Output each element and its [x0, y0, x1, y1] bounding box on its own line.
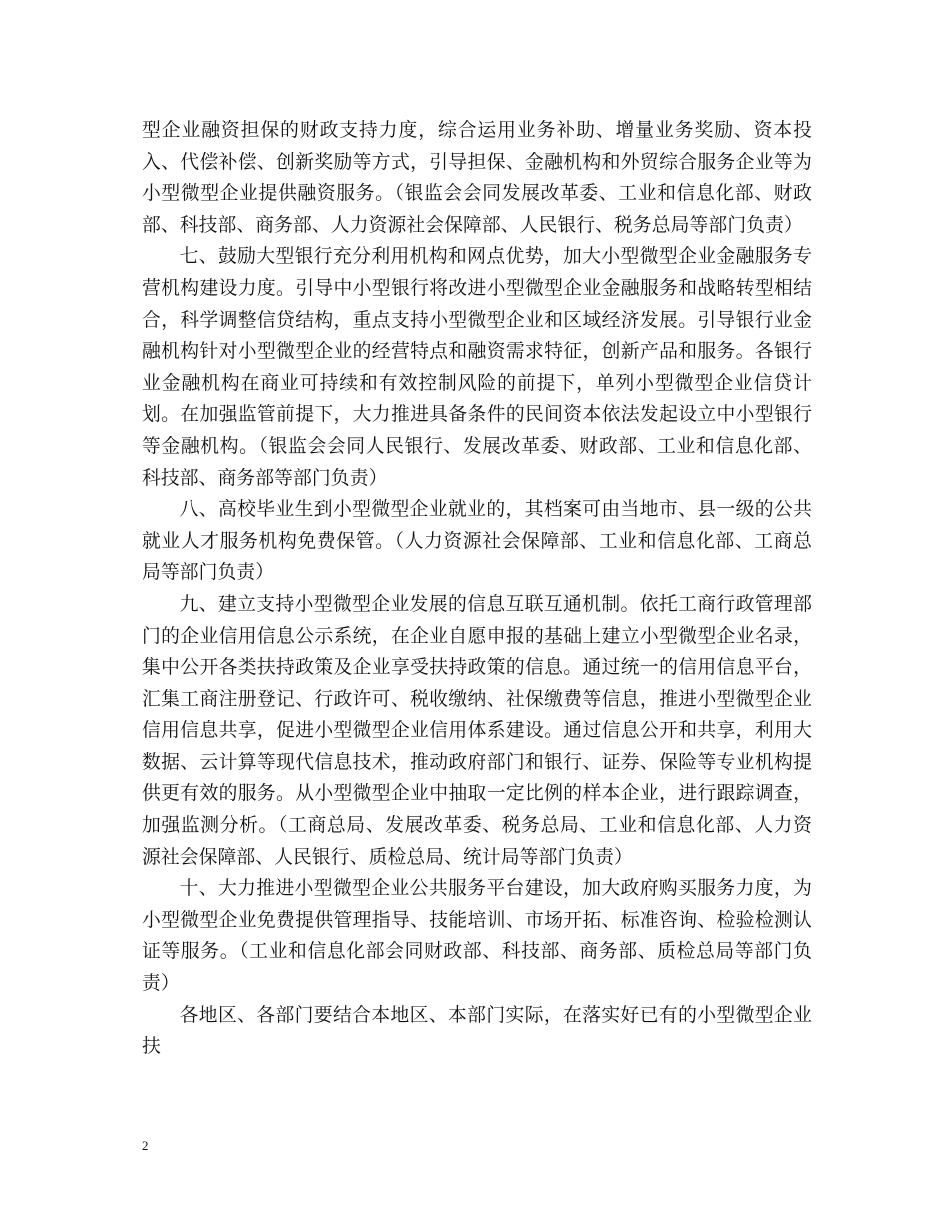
page-number: 2	[142, 1138, 149, 1153]
paragraph-continuation: 型企业融资担保的财政支持力度，综合运用业务补助、增量业务奖励、资本投入、代偿补偿、创新奖励等方式，引导担保、金融机构和外贸综合服务企业等为小型微型企业提供融资服务。（银监会会同发展改革委、工业和信息化部、财政部、科技部、商务部、人力资源社会保障部、人民银行、税务总局等部门负责）	[142, 120, 812, 236]
paragraph-item-10: 十、大力推进小型微型企业公共服务平台建设，加大政府购买服务力度，为小型微型企业免费提供管理指导、技能培训、市场开拓、标准咨询、检验检测认证等服务。（工业和信息化部会同财政部、科技部、商务部、质检总局等部门负责）	[142, 878, 812, 995]
paragraph-item-7: 七、鼓励大型银行充分利用机构和网点优势，加大小型微型企业金融服务专营机构建设力度。引导中小型银行将改进小型微型企业金融服务和战略转型相结合，科学调整信贷结构，重点支持小型微型企业和区域经济发展。引导银行业金融机构针对小型微型企业的经营特点和融资需求特征，创新产品和服务。各银行业金融机构在商业可持续和有效控制风险的前提下，单列小型微型企业信贷计划。在加强监管前提下，大力推进具备条件的民间资本依法发起设立中小型银行等金融机构。（银监会会同人民银行、发展改革委、财政部、工业和信息化部、科技部、商务部等部门负责）	[142, 246, 812, 489]
paragraph-item-9: 九、建立支持小型微型企业发展的信息互联互通机制。依托工商行政管理部门的企业信用信息公示系统，在企业自愿申报的基础上建立小型微型企业名录，集中公开各类扶持政策及企业享受扶持政策的信息。通过统一的信用信息平台，汇集工商注册登记、行政许可、税收缴纳、社保缴费等信息，推进小型微型企业信用信息共享，促进小型微型企业信用体系建设。通过信息公开和共享，利用大数据、云计算等现代信息技术，推动政府部门和银行、证券、保险等专业机构提供更有效的服务。从小型微型企业中抽取一定比例的样本企业，进行跟踪调查，加强监测分析。（工商总局、发展改革委、税务总局、工业和信息化部、人力资源社会保障部、人民银行、质检总局、统计局等部门负责）	[142, 593, 812, 868]
document-body	[142, 115, 812, 1063]
paragraph-item-8: 八、高校毕业生到小型微型企业就业的，其档案可由当地市、县一级的公共就业人才服务机构免费保管。（人力资源社会保障部、工业和信息化部、工商总局等部门负责）	[142, 499, 812, 584]
paragraph-closing: 各地区、各部门要结合本地区、本部门实际，在落实好已有的小型微型企业扶	[142, 1004, 812, 1058]
